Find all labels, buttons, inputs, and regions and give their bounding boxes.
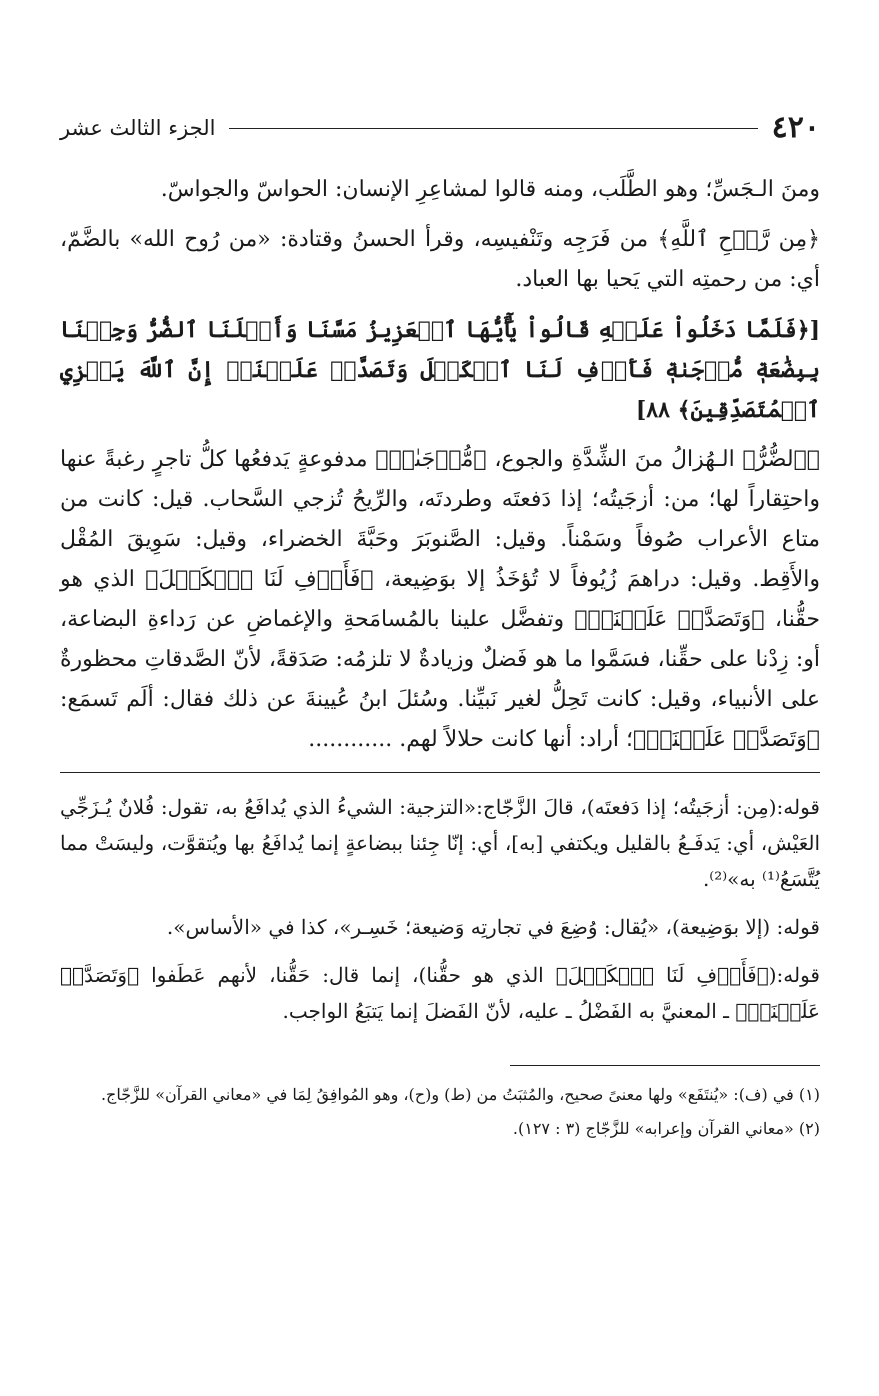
- commentary-paragraph: قوله:(﴿فَأَوۡفِ لَنَا ٱلۡكَيۡلَ﴾ الذي هو حقُّنا)، إنما قال: حَقُّنا، لأنهم عَطَفوا ﴿وَتَصَدَّقۡ عَلَيۡنَآۖ﴾ ـ المعنيَّ به الفَضْلُ ـ عليه، لأنّ الفَضلَ إنما يَتبَعُ الواجب.: [60, 963, 820, 1023]
- quran-verse: [﴿فَلَمَّا دَخَلُواْ عَلَيۡهِ قَالُواْ يَٰٓأَيُّهَا ٱلۡعَزِيزُ مَسَّنَا وَأَهۡلَنَا ٱلضُّرُّ وَجِئۡنَا بِبِضَٰعَةٖ مُّزۡجَىٰةٖ فَأَوۡفِ لَنَا ٱلۡكَيۡلَ وَتَصَدَّقۡ عَلَيۡنَآۖ إِنَّ ٱللَّهَ يَجۡزِي ٱلۡمُتَصَدِّقِينَ﴾ ٨٨]: [60, 317, 820, 423]
- main-paragraph: ومنَ الـجَسِّ؛ وهو الطَّلَب، ومنه قالوا لمشاعِرِ الإنسان: الحواسّ والجواسّ.: [160, 177, 820, 202]
- book-page: [60, 108, 820, 1148]
- commentary-paragraph: قوله:(مِن: أزجَيتُه؛ إذا دَفعتَه)، قالَ الزَّجّاج:«التزجية: الشيءُ الذي يُدافَعُ به، تقول: فُلانٌ يُـزَجِّي العَيْش، أي: يَدفَـعُ بالقليل ويكتفي [به]، أي: إنّا جِئنا ببضاعةٍ إنما يُدافَعُ بها ويُتقوَّت، وليسَتْ مما يُتَّسَعُ⁽¹⁾ به»⁽²⁾.: [60, 795, 820, 891]
- page-number: ٤٢٠: [771, 110, 820, 145]
- footnotes-section: [60, 1080, 820, 1144]
- header-rule: [229, 128, 757, 129]
- page-header: [60, 108, 820, 148]
- running-title: الجزء الثالث عشر: [60, 116, 216, 140]
- footnote: (٢) «معاني القرآن وإعرابه» للزَّجّاج (٣ : ١٢٧).: [512, 1119, 820, 1138]
- commentary-paragraph: قوله: (إلا بوَضِيعة)، «يُقال: وُضِعَ في تجارتِه وَضيعة؛ خَسِـر»، كذا في «الأساس».: [166, 915, 820, 939]
- commentary-divider: [60, 772, 820, 773]
- main-paragraph: ﴿مِن رَّوۡحِ ٱللَّهِ﴾ من فَرَجِه وتَنْفيسِه، وقرأ الحسنُ وقتادة: «من رُوح الله» بالضَّمّ، أي: من رحمتِه التي يَحيا بها العباد.: [60, 227, 820, 292]
- footnote-divider: [510, 1065, 820, 1066]
- main-text: [60, 170, 820, 760]
- main-paragraph: ﴿ٱلضُّرُّ﴾ الـهُزالُ منَ الشِّدَّةِ والجوع، ﴿مُّزۡجَىٰةٖ﴾ مدفوعةٍ يَدفعُها كلُّ تاجرٍ رغبةً عنها واحتِقاراً لها؛ من: أزجَيتُه؛ إذا دَفعتَه وطردتَه، والرِّيحُ تُزجي السَّحاب. قيل: كانت من متاع الأعراب صُوفاً وسَمْناً. وقيل: الصَّنوبَرَ وحَبَّةَ الخضراء، وقيل: سَوِيقَ المُقْل والأَقِط. وقيل: دراهمَ زُيُوفاً لا تُؤخَذُ إلا بوَضِيعة، ﴿فَأَوۡفِ لَنَا ٱلۡكَيۡلَ﴾ الذي هو حقُّنا، ﴿وَتَصَدَّقۡ عَلَيۡنَآۖ﴾ وتفضَّل علينا بالمُسامَحةِ والإغماضِ عن رَداءةِ البضاعة، أو: زِدْنا على حقِّنا، فسَمَّوا ما هو فَضلٌ وزيادةٌ لا تلزمُه: صَدَقةً، لأنّ الصَّدقاتِ محظورةٌ على الأنبياء، وقيل: كانت تَحِلُّ لغير نَبيِّنا. وسُئلَ ابنُ عُيينةَ عن ذلك فقال: ألَم تَسمَع: ﴿وَتَصَدَّقۡ عَلَيۡنَآۖ﴾؛ أراد: أنها كانت حلالاً لهم. ............: [60, 447, 820, 752]
- commentary-section: [60, 789, 820, 1029]
- footnote: (١) في (ف): «يُنتَفَع» ولها معنىً صحيح، والمُثبَتُ من (ط) و(ح)، وهو المُوافِقُ لِمَا في «معاني القرآن» للزَّجّاج.: [100, 1085, 820, 1104]
